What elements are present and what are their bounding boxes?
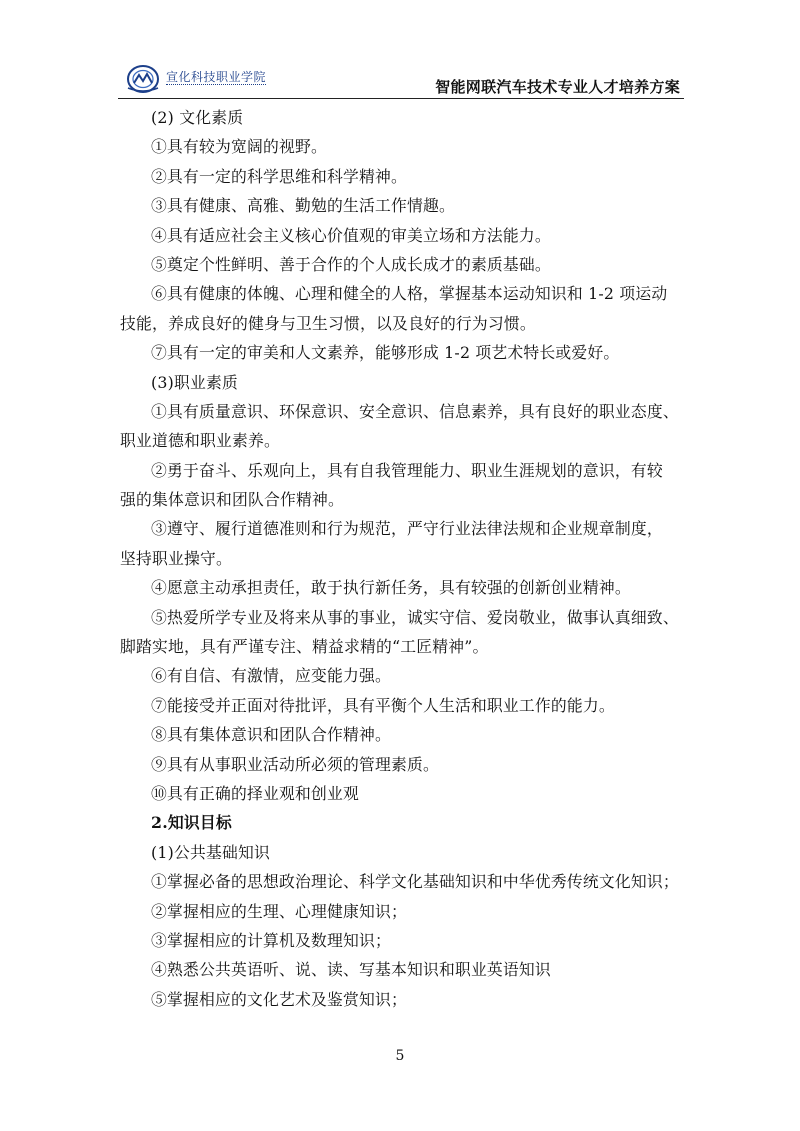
header-divider <box>118 98 684 99</box>
text-line: ⑦具有一定的审美和人文素养，能够形成 1-2 项艺术特长或爱好。 <box>151 343 620 363</box>
text-line: (2) 文化素质 <box>151 108 244 127</box>
text-line: ②勇于奋斗、乐观向上，具有自我管理能力、职业生涯规划的意识，有较 <box>151 460 663 480</box>
text-line: ①具有较为宽阔的视野。 <box>151 137 327 157</box>
text-line: ①具有质量意识、环保意识、安全意识、信息素养，具有良好的职业态度、 <box>151 401 679 421</box>
text-line: (3)职业素质 <box>151 372 238 392</box>
page-number: 5 <box>395 1048 405 1064</box>
document-title: 智能网联汽车技术专业人才培养方案 <box>435 78 680 96</box>
text-line: ④具有适应社会主义核心价值观的审美立场和方法能力。 <box>151 225 551 245</box>
text-line: ②具有一定的科学思维和科学精神。 <box>151 166 407 186</box>
text-line: ③掌握相应的计算机及数理知识； <box>151 930 391 950</box>
text-line: 技能，养成良好的健身与卫生习惯，以及良好的行为习惯。 <box>120 313 536 333</box>
text-line: ⑥具有健康的体魄、心理和健全的人格，掌握基本运动知识和 1-2 项运动 <box>151 284 668 304</box>
document-body <box>120 103 684 1014</box>
page-header <box>118 62 684 98</box>
school-name-underline <box>166 84 266 87</box>
text-line: ④熟悉公共英语听、说、读、写基本知识和职业英语知识 <box>151 960 551 980</box>
text-line: ③遵守、履行道德准则和行为规范，严守行业法律法规和企业规章制度， <box>151 519 663 539</box>
text-line: ①掌握必备的思想政治理论、科学文化基础知识和中华优秀传统文化知识； <box>151 872 679 892</box>
school-logo-icon <box>126 64 160 94</box>
text-line: 脚踏实地，具有严谨专注、精益求精的“工匠精神”。 <box>120 637 489 657</box>
school-name: 宣化科技职业学院 <box>166 70 267 84</box>
text-line: 职业道德和职业素养。 <box>120 431 280 451</box>
text-line: (1)公共基础知识 <box>151 842 270 862</box>
section-heading: 2.知识目标 <box>151 813 232 833</box>
text-line: ③具有健康、高雅、勤勉的生活工作情趣。 <box>151 196 455 216</box>
text-line: ⑨具有从事职业活动所必须的管理素质。 <box>151 754 439 774</box>
text-line: ⑥有自信、有激情，应变能力强。 <box>151 666 391 686</box>
text-line: 强的集体意识和团队合作精神。 <box>120 490 344 510</box>
text-line: ⑤热爱所学专业及将来从事的事业，诚实守信、爱岗敬业，做事认真细致、 <box>151 607 679 627</box>
text-line: 坚持职业操守。 <box>120 548 232 568</box>
text-line: ⑤奠定个性鲜明、善于合作的个人成长成才的素质基础。 <box>151 254 551 274</box>
text-line: ⑧具有集体意识和团队合作精神。 <box>151 725 391 745</box>
text-line: ⑦能接受并正面对待批评，具有平衡个人生活和职业工作的能力。 <box>151 695 615 715</box>
text-line: ②掌握相应的生理、心理健康知识； <box>151 901 407 921</box>
text-line: ④愿意主动承担责任，敢于执行新任务，具有较强的创新创业精神。 <box>151 578 631 598</box>
text-line: ⑤掌握相应的文化艺术及鉴赏知识； <box>151 989 407 1009</box>
text-line: ⑩具有正确的择业观和创业观 <box>151 783 359 803</box>
